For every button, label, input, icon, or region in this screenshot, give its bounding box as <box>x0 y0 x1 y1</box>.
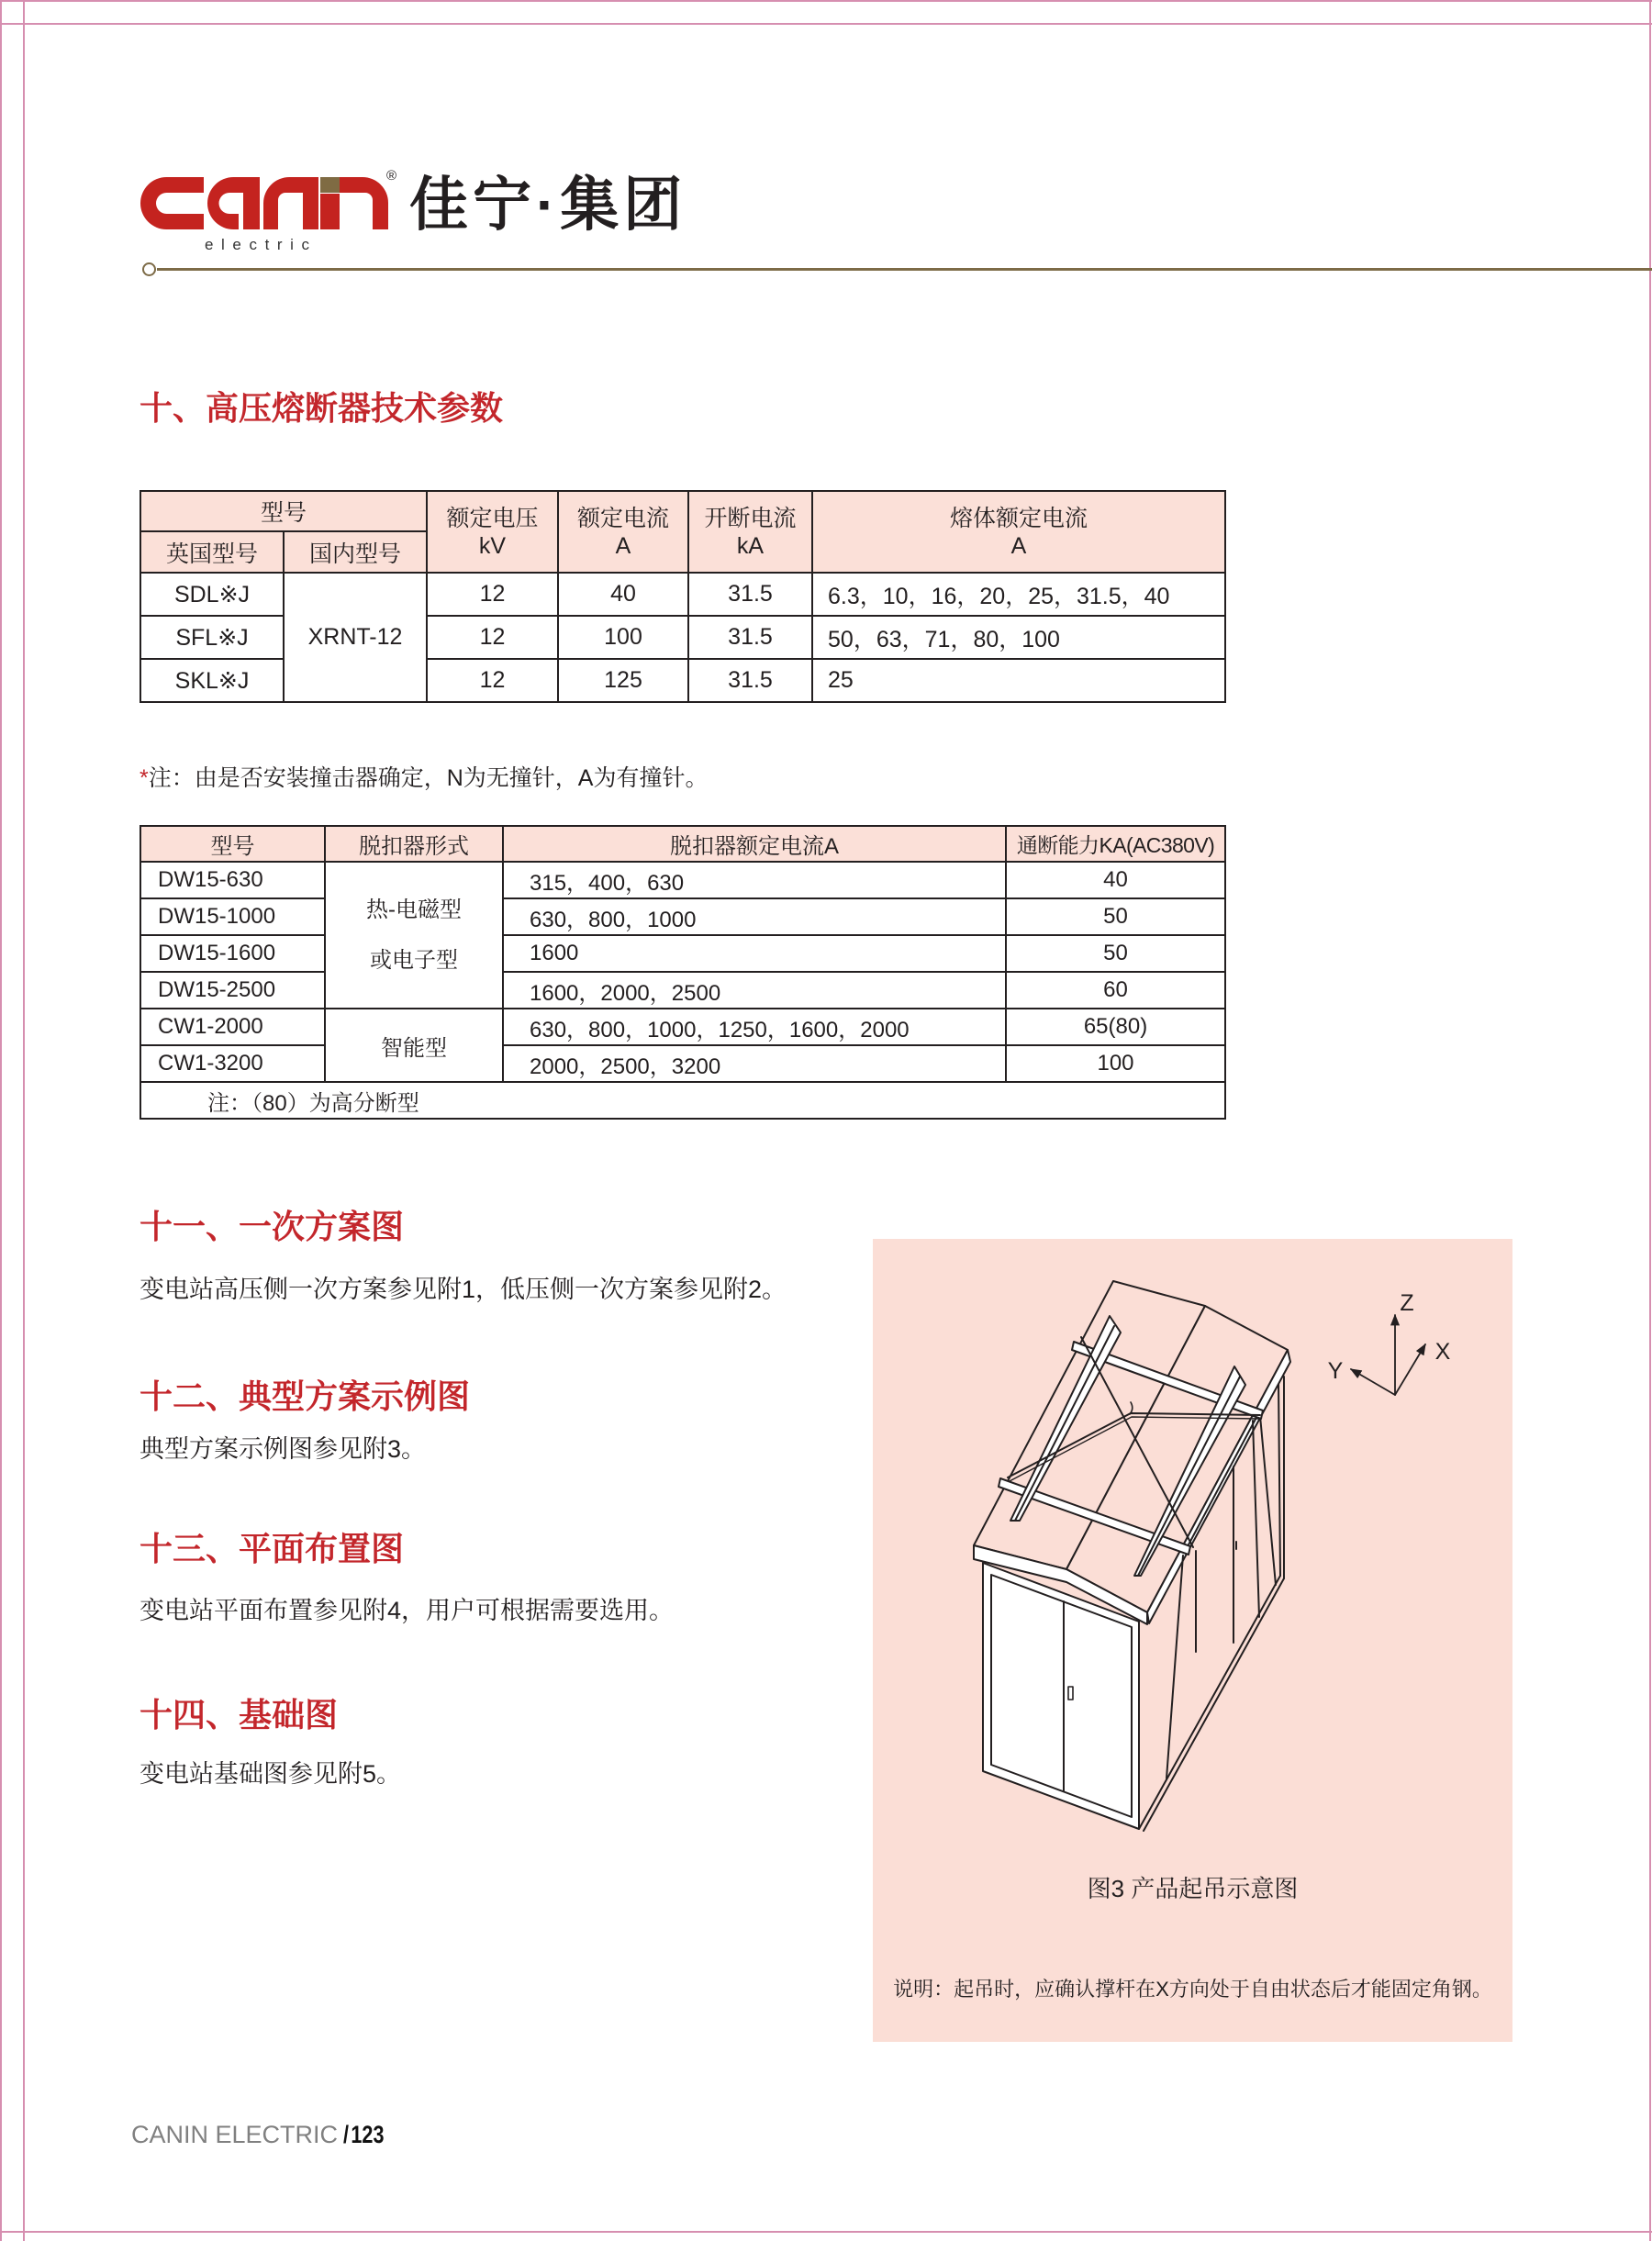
cell-release-current: 1600 <box>503 935 1006 972</box>
axis-x-arrow-icon <box>1395 1344 1425 1395</box>
header-fuse-rated-current <box>812 491 1225 573</box>
release-type-line: 热-电磁型 <box>366 898 462 922</box>
cell-model: CW1-3200 <box>140 1045 325 1082</box>
header-label: 熔体额定电流 <box>950 505 1088 531</box>
cell-breaking: 31.5 <box>688 659 812 702</box>
logo-brown-square <box>320 177 340 193</box>
header-unit: A <box>615 532 631 559</box>
cell-release-current: 630，800，1000，1250，1600，2000 <box>503 1009 1006 1045</box>
table-row <box>140 862 1225 898</box>
header-model: 型号 <box>140 826 325 862</box>
header-rated-voltage <box>427 491 558 573</box>
cell-uk-model: SKL※J <box>140 659 284 702</box>
header-rated-current <box>558 491 688 573</box>
page-footer <box>131 2119 395 2150</box>
header-rule-circle-icon <box>142 262 156 276</box>
logo-letter-n <box>263 177 318 229</box>
logo-letter-a <box>207 177 260 229</box>
header-model-uk: 英国型号 <box>140 531 284 573</box>
cell-release-current: 630，800，1000 <box>503 898 1006 935</box>
cell-release-type <box>325 862 503 1009</box>
header-label: 额定电流 <box>577 505 670 531</box>
header-breaking-capacity: 通断能力KA(AC380V) <box>1006 826 1225 862</box>
figure-note: 说明：起吊时，应确认撑杆在X方向处于自由状态后才能固定角钢。 <box>893 1978 1492 2001</box>
cell-capacity: 40 <box>1006 862 1225 898</box>
table-row <box>140 1045 1225 1082</box>
axis-z-label: Z <box>1400 1290 1414 1316</box>
cell-fuse-current: 50，63，71，80，100 <box>812 616 1225 659</box>
lifting-diagram <box>873 1239 1512 2042</box>
cell-capacity: 100 <box>1006 1045 1225 1082</box>
cell-fuse-current: 6.3，10，16，20，25，31.5，40 <box>812 573 1225 616</box>
section-text-foundation: 变电站基础图参见附5。 <box>140 1760 402 1788</box>
header-model-group: 型号 <box>140 491 427 531</box>
table-footnote: 注：（80）为高分断型 <box>140 1082 1225 1119</box>
cell-fuse-current: 25 <box>812 659 1225 702</box>
logo-letter-n2 <box>340 177 388 229</box>
footer-brand: CANIN ELECTRIC <box>131 2121 339 2148</box>
crop-line-left-edge <box>0 0 2 2241</box>
footer-page <box>343 2119 384 2150</box>
cell-model: DW15-1000 <box>140 898 325 935</box>
cell-voltage: 12 <box>427 659 558 702</box>
axis-y-arrow-icon <box>1351 1369 1395 1395</box>
table-row <box>140 573 1225 616</box>
table-row <box>140 1009 1225 1045</box>
header-label: 额定电压 <box>446 505 539 531</box>
sling-line <box>1166 1555 1183 1778</box>
header-unit: kA <box>736 532 765 559</box>
logo-letter-c <box>140 177 204 229</box>
table-header-row <box>140 826 1225 862</box>
table-row <box>140 898 1225 935</box>
figure-caption: 图3 产品起吊示意图 <box>1087 1875 1299 1902</box>
header-release-current: 脱扣器额定电流A <box>503 826 1006 862</box>
sling-line <box>1253 1421 1259 1617</box>
cell-voltage: 12 <box>427 616 558 659</box>
cell-capacity: 50 <box>1006 898 1225 935</box>
cell-voltage: 12 <box>427 573 558 616</box>
release-type-line: 或电子型 <box>370 948 458 973</box>
cell-uk-model: SDL※J <box>140 573 284 616</box>
header-rule <box>157 268 1652 271</box>
fuse-note <box>140 764 708 793</box>
header-label: 开断电流 <box>704 505 797 531</box>
section-title-typical-example: 十二、典型方案示例图 <box>140 1377 471 1415</box>
section-title-foundation: 十四、基础图 <box>140 1696 339 1734</box>
crop-line-bottom <box>0 2231 1652 2233</box>
cell-breaking: 31.5 <box>688 573 812 616</box>
breaker-parameters-table <box>140 825 1226 1120</box>
cell-model: DW15-2500 <box>140 972 325 1009</box>
section-text-floor-plan: 变电站平面布置参见附4，用户可根据需要选用。 <box>140 1597 675 1624</box>
company-name: 佳宁·集团 <box>409 172 687 238</box>
cell-domestic-model: XRNT-12 <box>284 573 427 702</box>
header-unit: kV <box>478 532 507 559</box>
release-type-line: 智能型 <box>381 1035 447 1061</box>
crop-line-top <box>0 23 1652 25</box>
table-header-row <box>140 491 1225 531</box>
cell-model: CW1-2000 <box>140 1009 325 1045</box>
section-title-fuse-params: 十、高压熔断器技术参数 <box>140 389 504 427</box>
section-title-floor-plan: 十三、平面布置图 <box>140 1530 405 1567</box>
header-breaking-current <box>688 491 812 573</box>
logo-letter-i-stem <box>320 194 340 229</box>
cell-current: 40 <box>558 573 688 616</box>
brand-logo <box>138 168 413 234</box>
cell-capacity: 65(80) <box>1006 1009 1225 1045</box>
table-row <box>140 972 1225 1009</box>
table-footnote-row <box>140 1082 1225 1119</box>
cell-model: DW15-630 <box>140 862 325 898</box>
header-unit: A <box>1010 532 1027 559</box>
cell-capacity: 60 <box>1006 972 1225 1009</box>
header-model-domestic: 国内型号 <box>284 531 427 573</box>
section-text-typical-example: 典型方案示例图参见附3。 <box>140 1435 427 1463</box>
cell-release-type <box>325 1009 503 1082</box>
cell-current: 100 <box>558 616 688 659</box>
cell-release-current: 315，400，630 <box>503 862 1006 898</box>
lifting-diagram-figure <box>873 1239 1512 2042</box>
cell-release-current: 1600，2000，2500 <box>503 972 1006 1009</box>
section-text-primary-scheme: 变电站高压侧一次方案参见附1，低压侧一次方案参见附2。 <box>140 1276 787 1303</box>
page-number: 123 <box>351 2121 385 2148</box>
cell-breaking: 31.5 <box>688 616 812 659</box>
header-release-type: 脱扣器形式 <box>325 826 503 862</box>
footer-separator: / <box>343 2121 350 2148</box>
logo-subtitle: electric <box>205 236 318 253</box>
cell-capacity: 50 <box>1006 935 1225 972</box>
note-asterisk: * <box>140 765 149 791</box>
cell-model: DW15-1600 <box>140 935 325 972</box>
note-text: 注：由是否安装撞击器确定，N为无撞针，A为有撞针。 <box>148 765 709 791</box>
crop-line-right <box>1649 0 1651 2241</box>
table-row <box>140 935 1225 972</box>
cell-release-current: 2000，2500，3200 <box>503 1045 1006 1082</box>
cell-uk-model: SFL※J <box>140 616 284 659</box>
section-title-primary-scheme: 十一、一次方案图 <box>140 1208 405 1245</box>
crop-line-top-edge <box>0 0 1652 2</box>
cell-current: 125 <box>558 659 688 702</box>
right-wall-back-edge <box>1278 1381 1280 1576</box>
axis-x-label: X <box>1434 1339 1451 1365</box>
fuse-parameters-table <box>140 490 1226 703</box>
axis-y-label: Y <box>1327 1358 1344 1384</box>
sling-line <box>1260 1416 1276 1585</box>
crop-line-left <box>23 0 25 2241</box>
registered-mark: ® <box>386 168 397 184</box>
